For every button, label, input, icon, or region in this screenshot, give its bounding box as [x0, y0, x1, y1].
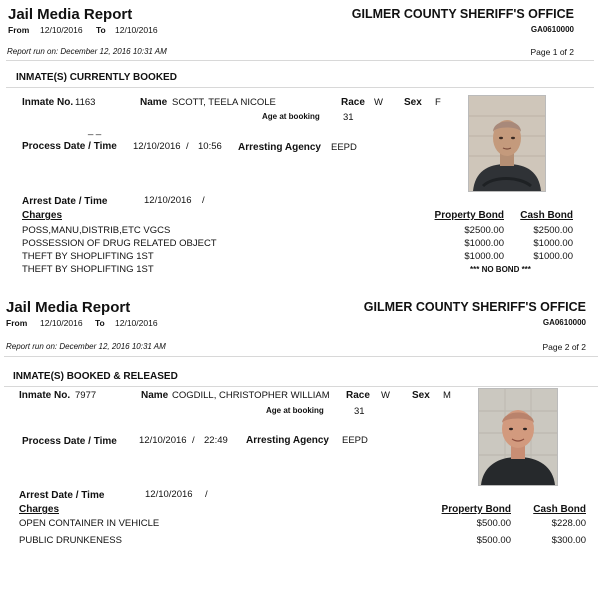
- name-label: Name: [141, 390, 169, 401]
- cash-bond-header: Cash Bond: [520, 210, 573, 221]
- sex-label: Sex: [404, 97, 422, 108]
- cash-bond-value: $2500.00: [533, 225, 573, 236]
- report-title: Jail Media Report: [6, 299, 131, 316]
- to-date: 12/10/2016: [115, 318, 158, 328]
- to-label: To: [95, 318, 105, 328]
- inmate-no-label: Inmate No.: [22, 97, 74, 108]
- agency-code: GA0610000: [542, 318, 586, 327]
- charges-header: Charges: [19, 504, 60, 515]
- no-bond-note: *** NO BOND ***: [470, 265, 531, 274]
- process-separator: /: [186, 141, 189, 152]
- inmate-name: SCOTT, TEELA NICOLE: [172, 97, 276, 108]
- process-separator: /: [192, 435, 195, 446]
- process-date: 12/10/2016: [139, 435, 187, 446]
- cash-bond-value: $300.00: [551, 535, 586, 546]
- agency-code: GA0610000: [530, 25, 574, 34]
- divider: [4, 356, 598, 357]
- arrest-date: 12/10/2016: [145, 489, 193, 500]
- name-label: Name: [140, 97, 168, 108]
- charge-description: THEFT BY SHOPLIFTING 1ST: [22, 251, 154, 262]
- divider: [6, 87, 594, 88]
- section-title: INMATE(S) BOOKED & RELEASED: [13, 371, 178, 382]
- page-number: Page 2 of 2: [542, 342, 586, 352]
- arrest-label: Arrest Date / Time: [22, 196, 108, 207]
- cash-bond-header: Cash Bond: [533, 504, 586, 515]
- to-date: 12/10/2016: [115, 25, 158, 35]
- agency-name: GILMER COUNTY SHERIFF'S OFFICE: [363, 300, 586, 314]
- arresting-agency: EEPD: [342, 435, 368, 446]
- charge-description: THEFT BY SHOPLIFTING 1ST: [22, 264, 154, 275]
- section-title: INMATE(S) CURRENTLY BOOKED: [16, 72, 177, 83]
- from-label: From: [8, 25, 30, 35]
- property-bond-value: $500.00: [476, 518, 511, 529]
- process-date: 12/10/2016: [133, 141, 181, 152]
- page-number: Page 1 of 2: [530, 47, 574, 57]
- from-label: From: [6, 318, 28, 328]
- inmate-photo: [468, 95, 546, 192]
- cash-bond-value: $1000.00: [533, 251, 573, 262]
- arresting-agency: EEPD: [331, 142, 357, 153]
- arrest-separator: /: [205, 489, 208, 500]
- race-label: Race: [341, 97, 365, 108]
- dash-mark: _ _: [88, 125, 102, 136]
- cash-bond-value: $1000.00: [533, 238, 573, 249]
- process-label: Process Date / Time: [22, 436, 117, 447]
- inmate-name: COGDILL, CHRISTOPHER WILLIAM: [172, 390, 330, 401]
- mugshot-image: [469, 96, 545, 191]
- charge-description: POSSESSION OF DRUG RELATED OBJECT: [22, 238, 217, 249]
- charge-description: PUBLIC DRUNKENESS: [19, 535, 122, 546]
- property-bond-header: Property Bond: [434, 210, 504, 221]
- inmate-no-label: Inmate No.: [19, 390, 71, 401]
- arresting-agency-label: Arresting Agency: [238, 142, 321, 153]
- race-value: W: [374, 97, 383, 108]
- age-value: 31: [343, 112, 354, 123]
- age-label: Age at booking: [262, 112, 320, 121]
- arrest-date: 12/10/2016: [144, 195, 192, 206]
- property-bond-value: $1000.00: [464, 251, 504, 262]
- from-date: 12/10/2016: [40, 318, 83, 328]
- mugshot-image: [479, 389, 557, 485]
- report-run-on: Report run on: December 12, 2016 10:31 AM: [7, 47, 167, 56]
- property-bond-header: Property Bond: [441, 504, 511, 515]
- property-bond-value: $2500.00: [464, 225, 504, 236]
- process-label: Process Date / Time: [22, 141, 117, 152]
- divider: [6, 60, 594, 61]
- to-label: To: [96, 25, 106, 35]
- charge-description: OPEN CONTAINER IN VEHICLE: [19, 518, 160, 529]
- charges-header: Charges: [22, 210, 63, 221]
- race-label: Race: [346, 390, 370, 401]
- age-value: 31: [354, 406, 365, 417]
- sex-value: M: [443, 390, 451, 401]
- arrest-label: Arrest Date / Time: [19, 490, 105, 501]
- process-time: 22:49: [204, 435, 228, 446]
- property-bond-value: $1000.00: [464, 238, 504, 249]
- arresting-agency-label: Arresting Agency: [246, 435, 329, 446]
- divider: [4, 386, 598, 387]
- inmate-photo: [478, 388, 558, 486]
- cash-bond-value: $228.00: [551, 518, 586, 529]
- from-date: 12/10/2016: [40, 25, 83, 35]
- process-time: 10:56: [198, 141, 222, 152]
- age-label: Age at booking: [266, 406, 324, 415]
- sex-label: Sex: [412, 390, 430, 401]
- charge-description: POSS,MANU,DISTRIB,ETC VGCS: [22, 225, 171, 236]
- report-title: Jail Media Report: [8, 6, 133, 23]
- inmate-no: 7977: [75, 390, 97, 401]
- sex-value: F: [435, 97, 441, 108]
- report-run-on: Report run on: December 12, 2016 10:31 AM: [6, 342, 166, 351]
- race-value: W: [381, 390, 390, 401]
- agency-name: GILMER COUNTY SHERIFF'S OFFICE: [351, 7, 574, 21]
- property-bond-value: $500.00: [476, 535, 511, 546]
- inmate-no: 1163: [75, 97, 96, 108]
- arrest-separator: /: [202, 195, 205, 206]
